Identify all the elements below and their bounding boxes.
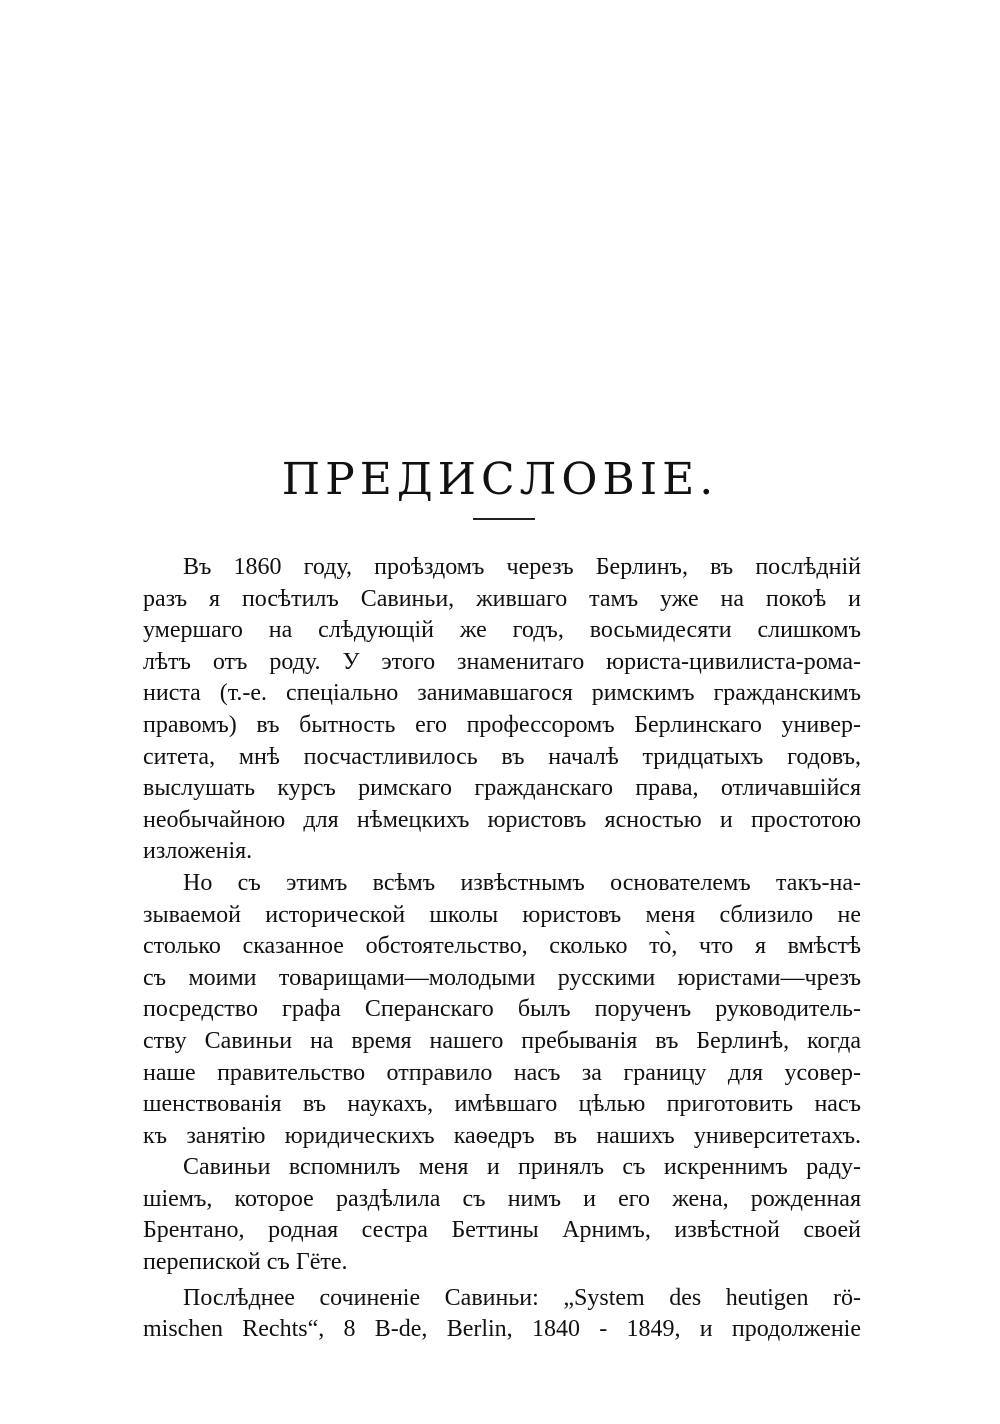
- text-line: mischen Rechts“, 8 B-de, Berlin, 1840 - 1849, и продолженіе: [143, 1316, 861, 1343]
- text-line: изложенія.: [143, 838, 253, 865]
- text-line: правомъ) въ бытность его профессоромъ Берлинскаго универ-: [143, 711, 861, 738]
- text-line: Послѣднее сочиненіе Савиньи: „System des heutigen rö-: [183, 1284, 861, 1311]
- page-title: ПРЕДИСЛОВІЕ.: [281, 454, 719, 506]
- text-line: необычайною для нѣмецкихъ юристовъ ясностью и простотою: [143, 806, 861, 833]
- text-line: Савиньи вспомнилъ меня и принялъ съ искреннимъ раду-: [183, 1154, 861, 1181]
- text-line: къ занятію юридическихъ каѳедръ въ нашихъ университетахъ.: [143, 1122, 861, 1149]
- text-line: съ моими товарищами—молодыми русскими юристами—чрезъ: [143, 964, 861, 991]
- text-line: выслушать курсъ римскаго гражданскаго права, отличавшійся: [143, 775, 861, 802]
- text-line: ниста (т.-е. спеціально занимавшагося римскимъ гражданскимъ: [143, 680, 861, 707]
- title-divider: [473, 518, 535, 520]
- text-line: ству Савиньи на время нашего пребыванія въ Берлинѣ, когда: [143, 1027, 861, 1054]
- text-line: Въ 1860 году, проѣздомъ черезъ Берлинъ, въ послѣдній: [183, 554, 861, 580]
- text-line: зываемой исторической школы юристовъ меня сблизило не: [143, 901, 861, 928]
- paragraph-1: [143, 552, 861, 868]
- text-line: перепиской съ Гёте.: [143, 1249, 348, 1276]
- paragraph-3: [143, 1152, 861, 1278]
- text-line: разъ я посѣтилъ Савиньи, жившаго тамъ уже на покоѣ и: [143, 585, 861, 612]
- text-line: Брентано, родная сестра Беттины Арнимъ, извѣстной своей: [143, 1217, 861, 1244]
- text-line: шенствованія въ наукахъ, имѣвшаго цѣлью приготовить насъ: [143, 1091, 861, 1118]
- text-line: столько сказанное обстоятельство, сколько то̀, что я вмѣстѣ: [143, 933, 861, 960]
- body-text: [143, 552, 861, 1346]
- paragraph-2: [143, 868, 861, 1152]
- text-line: ситета, мнѣ посчастливилось въ началѣ тридцатыхъ годовъ,: [143, 743, 861, 770]
- text-line: Но съ этимъ всѣмъ извѣстнымъ основателемъ такъ-на-: [183, 869, 861, 896]
- text-line: наше правительство отправило насъ за границу для усовер-: [143, 1059, 861, 1086]
- text-line: лѣтъ отъ роду. У этого знаменитаго юриста-цивилиста-рома-: [143, 648, 861, 675]
- text-line: умершаго на слѣдующій же годъ, восьмидесяти слишкомъ: [143, 617, 861, 644]
- paragraph-4: [143, 1283, 861, 1346]
- text-line: посредство графа Сперанскаго былъ порученъ руководитель-: [143, 996, 861, 1023]
- text-line: шіемъ, которое раздѣлила съ нимъ и его жена, рожденная: [143, 1185, 861, 1212]
